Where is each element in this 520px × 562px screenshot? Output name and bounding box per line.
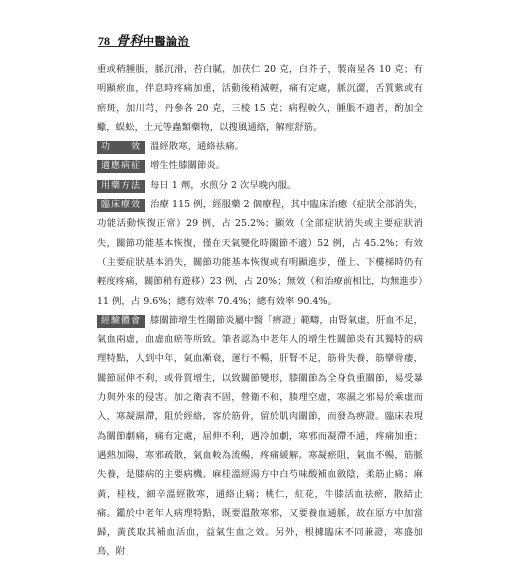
section-label: 臨床療效 [97,199,145,212]
section-text: 治療 115 例，經服藥 2 個療程，其中臨床治癒（症狀全部消失，功能活動恢復正常）29 例，占 25.2%；顯效（全部症狀消失或主要症狀消失，關節功能基本恢復，僅在天氣變化時關節不適）52 例，占 45.2%；有效（主要症狀基本消失，關節功能基本恢復或有明顯進步，僅上、下樓梯時仍有輕度疼痛，關節稍有遊移）23 例，占 20%；無效（和治療前相比，均無進步）11 例，占 9.6%；總有效率 70.4%；總有效率 90.4%。 [97,199,423,307]
section-text: 膝關節增生性關節炎屬中醫「痹證」範疇，由腎氣虛，肝血不足，氣血兩虛，血虛血瘀等所致。筆者認為中老年人的增生性關節炎有其獨特的病理特點，人到中年，氣血漸衰，運行不暢，肝腎不足，筋骨失養，筋攣骨痿，關節屈伸不利，或骨質增生，以致關節變形，膝關節為全身負重關節，易受暴力與外來的侵害。加之衛表不固，營衛不和，腠理空虛，寒濕之邪易於乘虛而入，寒凝濕滯，阻於經絡，客於筋骨，留於肌肉關節，而發為痹證。臨床表現為關節劇痛，痛有定處，屈伸不利，遇冷加劇，寒邪而凝滯不通，疼痛加重；遇熱加陽，寒邪疏散，氣血較為流暢，疼痛緩解。寒凝瘀阻，氣血不暢，筋脈失養，是膝病的主要病機。麻桂溫經湯方中白芍味酸補血斂陰，柔筋止痛；麻黃，桂枝，細辛溫經散寒，通絡止痛；桃仁，紅花，牛膝活血祛瘀，散結止痛。鑑於中老年人病理特點，既要溫散寒邪，又要養血通脈，故在原方中加當歸，黃芪取其補血活血，益氣生血之效。另外，根據臨床不同兼證，寒盛加鳥，附 [97,314,423,558]
intro-paragraph: 重或稍腫脹，脈沉滑，苔白膩，加茯仁 20 克，白芥子，製南星各 10 克；有明顯瘀血，伴息時疼痛加重，活動後稍減輕，痛有定處，脈沉澀，舌質紫或有瘀斑，加川芎，丹參各 20 克，三棱 15 克；病程較久，腫脹不適者，酌加全蠍，蜈蚣，土元等蟲類藥物，以搜風通絡，解痙舒筋。 [97,64,423,133]
header-rule [98,46,190,47]
section-text: 增生性膝關節炎。 [150,160,226,172]
section-label: 功 效 [97,141,145,154]
section-indications [97,156,423,175]
section-text: 每日 1 劑，水煎分 2 次早晚內服。 [150,179,297,191]
section-text: 溫經散寒，通絡祛痛。 [150,141,244,153]
section-label: 適應病症 [97,160,145,173]
section-clinical-results [97,195,423,311]
section-usage [97,176,423,195]
book-title-brand: 骨科 [116,34,144,49]
section-experience [97,311,423,562]
book-title-text: 中醫論治 [143,35,190,48]
page-body [97,60,423,562]
section-label: 用藥方法 [97,180,145,193]
section-efficacy [97,137,423,156]
section-label: 經驗體會 [97,315,145,328]
page-number: 78 [98,34,110,48]
